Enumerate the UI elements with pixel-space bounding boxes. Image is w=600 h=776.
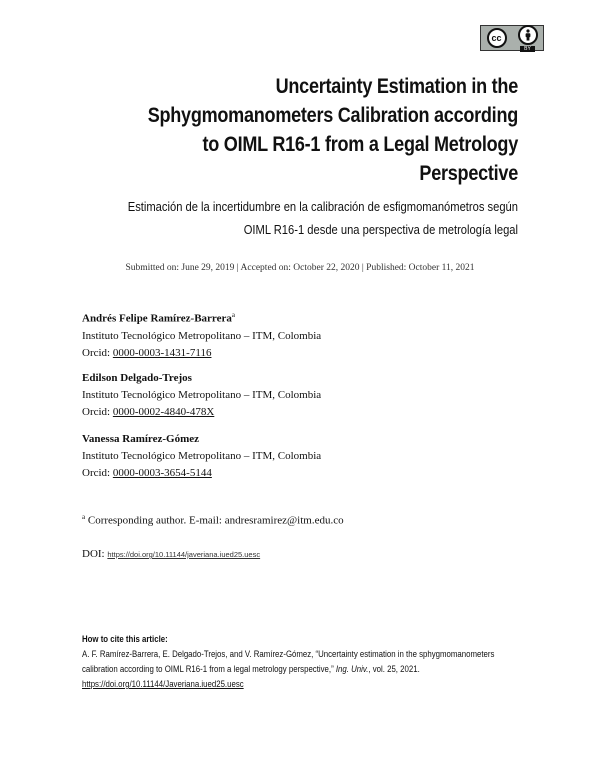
article-subtitle-spanish bbox=[88, 195, 518, 241]
citation-doi-link[interactable]: https://doi.org/10.11144/Javeriana.iued25.uesc bbox=[82, 679, 244, 689]
author-block bbox=[82, 431, 321, 482]
citation-text bbox=[82, 647, 517, 677]
author-block bbox=[82, 370, 321, 421]
publication-dates: Submitted on: June 29, 2019 | Accepted on: October 22, 2020 | Published: October 11, 2021 bbox=[125, 263, 475, 273]
corresponding-text: Corresponding author. E-mail: andresramirez@itm.edu.co bbox=[85, 514, 344, 527]
subtitle-line: OIML R16-1 desde una perspectiva de metrología legal bbox=[243, 222, 518, 237]
orcid-label: Orcid: bbox=[82, 467, 113, 479]
citation-block bbox=[82, 632, 517, 692]
orcid-link[interactable]: 0000-0003-1431-7116 bbox=[112, 346, 212, 359]
citation-text-end: , vol. 25, 2021. bbox=[368, 664, 420, 674]
by-label: BY bbox=[520, 46, 535, 52]
attribution-person-icon bbox=[518, 25, 538, 45]
author-affiliation: Instituto Tecnológico Metropolitano – ITM, Colombia bbox=[82, 389, 322, 401]
author-affiliation: Instituto Tecnológico Metropolitano – ITM, Colombia bbox=[82, 450, 322, 462]
cc-by-license-badge bbox=[480, 25, 544, 51]
title-line: to OIML R16-1 from a Legal Metrology bbox=[202, 133, 519, 156]
doi-label: DOI: bbox=[82, 548, 108, 560]
citation-heading: How to cite this article: bbox=[82, 634, 168, 644]
orcid-link[interactable]: 0000-0002-4840-478X bbox=[112, 406, 215, 418]
author-superscript: a bbox=[231, 311, 235, 319]
orcid-label: Orcid: bbox=[82, 406, 113, 418]
article-title bbox=[140, 72, 518, 188]
cc-label: cc bbox=[491, 33, 502, 43]
citation-text-start: A. F. Ramírez-Barrera, E. Delgado-Trejos, and V. Ramírez-Gómez, “Uncertainty estimation in the sphygmomanometers calibration according to OIML R16-1 from a legal metrology perspective,” bbox=[82, 649, 495, 674]
citation-journal: Ing. Univ. bbox=[335, 664, 369, 674]
title-line: Perspective bbox=[419, 162, 518, 185]
author-name: Vanessa Ramírez-Gómez bbox=[82, 433, 200, 445]
author-block bbox=[82, 307, 321, 362]
cc-icon bbox=[487, 28, 507, 48]
author-name: Edilson Delgado-Trejos bbox=[82, 372, 192, 384]
corresponding-author-note bbox=[82, 513, 344, 527]
author-name: Andrés Felipe Ramírez-Barrera bbox=[82, 312, 232, 325]
doi-link[interactable]: https://doi.org/10.11144/javeriana.iued25.uesc bbox=[107, 550, 261, 559]
orcid-label: Orcid: bbox=[82, 346, 113, 359]
title-line: Uncertainty Estimation in the bbox=[275, 75, 518, 98]
corresponding-superscript: a bbox=[82, 513, 86, 521]
subtitle-line: Estimación de la incertidumbre en la calibración de esfigmomanómetros según bbox=[127, 199, 519, 214]
author-affiliation: Instituto Tecnológico Metropolitano – ITM, Colombia bbox=[82, 329, 322, 342]
doi-line bbox=[82, 548, 260, 560]
title-line: Sphygmomanometers Calibration according bbox=[147, 104, 519, 127]
orcid-link[interactable]: 0000-0003-3654-5144 bbox=[112, 467, 212, 479]
